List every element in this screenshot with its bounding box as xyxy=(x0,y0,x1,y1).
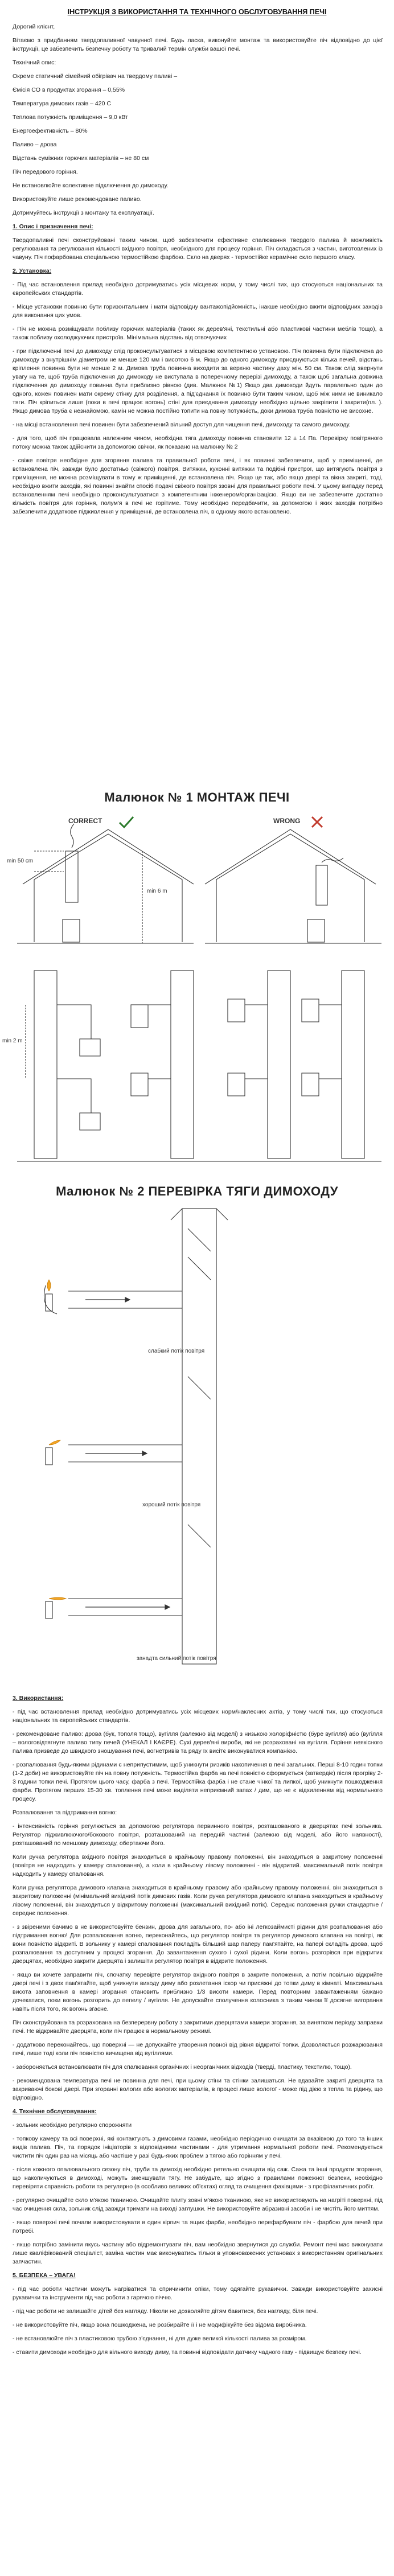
figure-1-min50-label: min 50 cm xyxy=(7,858,34,864)
spec-0: Окреме статичний сімейний обігрівач на твердому паливі – xyxy=(13,73,178,80)
note-1: Не встановлюйте колективне підключення до димоходу. xyxy=(13,182,169,189)
section-5-title: 5. БЕЗПЕКА – УВАГА! xyxy=(13,2272,76,2279)
spec-1: Ємісія CO в продуктах згорання – 0,55% xyxy=(13,87,125,93)
section-3-p6: Коли ручка регулятора димового клапана знаходиться в крайньому правому або крайньому правому положенні, він знаходиться в закритому положенні (мінімальний вихідний потік димових газів. Коли ручка регулятора димового клапана знаходиться в крайньому лівому положенні, він знаходиться у відкритому положенні (максимальний вихідний потік). Середнє положення ручки стандартне / середнє положення. xyxy=(13,1884,383,1917)
section-4-title: 4. Технічне обслуговування: xyxy=(13,2108,97,2115)
spec-3: Теплова потужність приміщення – 9,0 кВт xyxy=(13,114,128,121)
section-2-p5: - на місці встановлення печі повинен бути забезпечений вільний доступ для чищення печі, димоходу та самого димоходу. xyxy=(13,421,351,428)
section-4-p1: - топкову камеру та всі поверхні, які контактують з димовими газами, необхідно періодично очищати за вказівкою до того та інших видів палива. Піч, та порядок ініціаторів з відповідними частинами - для утримання нормальної роботи печі. Рекомендується чистити піч один раз на місяць або частіше у разі будь-яких проблем з тягою або горінням у печі. xyxy=(13,2135,383,2159)
greeting: Дорогий клієнт, xyxy=(13,23,55,30)
section-5-p0: - під час роботи частини можуть нагріватися та спричинити опіки, тому одягайте рукавички. Завжди використовуйте захисні рукавички та інструменти під час роботи з гарячою піччю. xyxy=(13,2286,383,2301)
section-3-p8: - якщо ви хочете заправити піч, спочатку перевірте регулятор вхідного повітря в закрите положення, а потім повільно відкрийте двері печі і з двох пам'ятайте, щоб уникнути виходу диму або розлетання іскор чи присяжні до топки диму в кімнаті. Максимальна висота заповнення в камері згорання становить приблизно 1/3 висоти камери. Перед повторним завантаженням бажано дочекатися, поки вогонь розгорить до пепелу / вугілля. Не допускайте сполучення колосника з таким чином її досягне вигорання навіть після того, як вогонь згасне. xyxy=(13,1971,383,2012)
section-4-p5: - якщо потрібно замінити якусь частину або відремонтувати піч, вам необхідно звернутися до служби. Ремонт печі має виконувати лише кваліфікований спеціаліст, заміна частин має виконуватись тільки в уповноважених установах з використанням оригінальних запчастин. xyxy=(13,2241,383,2265)
figure-1-wrong-label: WRONG xyxy=(273,817,301,825)
section-3-p1: - рекомендоване паливо: дрова (бук, тополя тощо), вугілля (залежно від моделі) з низькою холоріфністю (буре вугілля) або (вугілля – вологовідтягнуте паливо типу печей (УНЕКАЛ І КАЄРЕ). Сухі дерев'яні вироби, які не розраховані на вугілля. Горіння неякісного палива призведе до швидкого зношування печі, вогнетривів та ряду їх висітє виконуватися компанією. xyxy=(13,1731,383,1755)
tech-label: Технічний опис: xyxy=(13,59,56,66)
section-1-text: Твердопаливні печі сконструйовані таким чином, щоб забезпечити ефективне спалювання твердого палива й можливість регулювання та регулювання кількості вхідного повітря, необхідного для процесу горіння. Піч складається з частин, виготовлених із чавуну. Піч пофарбована спеціальною термостійкою фарбою. Скло на дверях - термостійке керамічне скло першого класу. xyxy=(13,237,383,261)
figure-2-drawing xyxy=(0,1206,394,1678)
section-3-p3: Розпалювання та підтримання вогню: xyxy=(13,1809,117,1816)
spec-4: Енергоефективність – 80% xyxy=(13,128,88,134)
figure-2-svg xyxy=(0,1206,394,1678)
figure-2-title: Малюнок № 2 ПЕРЕВІРКА ТЯГИ ДИМОХОДУ xyxy=(56,1184,338,1198)
section-3-p5: Коли ручка регулятора вхідного повітря знаходиться в крайньому правому положенні, він знаходиться в закритому положенні (повітря не надходить у камеру спалювання), а коли в крайньому лівому положенні - він відкритий. максимальний потік повітря надходить у камеру спалювання. xyxy=(13,1854,383,1877)
section-3-p0: - під час встановлення прилад необхідно дотримуватись усіх місцевих норм/наклеєних актів, у тому числі тих, що стосуються національних та європейських стандартів. xyxy=(13,1708,383,1724)
figure-1-min6-label: min 6 m xyxy=(147,888,167,894)
section-1-title: 1. Опис і призначення печі: xyxy=(13,223,93,230)
figure-1-drawing xyxy=(0,811,394,1176)
section-4-p4: - якщо поверхні печі почали використовувати в один кірпич та ящик фарби, необхідно перефарбувати піч - фарбою для печей при потребі. xyxy=(13,2219,383,2234)
section-4-p0: - зольник необхідно регулярно спорожняти xyxy=(13,2122,132,2129)
figure-1-correct-label: CORRECT xyxy=(68,817,102,825)
section-3-p7: - з звіреними бачимо в не використовуйте бензин, дрова для загального, по- або іні легкозаймисті рідини для розпалювання або підтримання вогню! Для розпалювання вогню, переконайтесь, що регулятор повітря та регулятор димового клапана на повітрі, як вони повністю відкриті. В зольнику у камері спалювання покладіть більший шар паперу пам'ятайте, на папері складіть дрова, щоб розпалювання та доступним у процесі згорання. До завантаження сухого і сухої рідини. Коли вогонь розгорівся при відкритих дверцятах, необхідно закрити дверцята і залишіти регулятор повітря в відкрите положення. xyxy=(13,1924,383,1965)
section-2-title: 2. Установка: xyxy=(13,268,52,274)
section-2-p7: - свіже повітря необхідне для згоряння палива та правильної роботи печі, і як повинні забезпечити, щоб у приміщенні, де встановлена піч, завжди було достатньо (свіжого) повітря. Витяжки, кухонні витяжки та подібні пристрої, що витягують повітря з приміщення, не можна розміщувати в тому ж приміщенні, де встановлена піч. Якщо це так, або якщо двері та вікна закриті, тоді, необхідно вжити заходів, які повинні знайти спосіб подачі свіжого повітря ззовні для правильної роботи печі. У цьому випадку перед встановленням печі необхідно проконсультуватися з компетентним інженером/організацією. Якщо ви не забезпечите достатню кількість повітря для горіння, полум'я в печі не горітиме. Тому необхідно передбачити, за допомогою і яких заходів потрібно забезпечити додаткове підживлення у приміщенні, де встановлена піч, в одному якого встановлено. xyxy=(13,457,383,515)
figure-2-good-label: хороший потік повітря xyxy=(142,1502,201,1508)
section-4-p3: - регулярно очищайте скло м'якою тканиною. Очищайте плиту зовні м'якою тканиною, яке не використовують на нагріті поверхні, під час очищення скла, зольник слід завжди тримати на виході заглушки. Не використовуйте абразивні засоби і не чистіть його миттям. xyxy=(13,2197,383,2212)
section-2-p4: - при підключенні печі до димоходу слід проконсультуватися з місцевою компетентною установою. Піч повинна бути підключена до димоходу з внутрішнім діаметром не менше 120 мм і висотою 6 м. Якщо до одного димоходу приєднуються кілька печей, відстань кріплення повинна бути не менше 2 м. Димова труба повинна виходити за верхню частину даху мін. 50 см. Також слід звернути увагу на те, щоб труба підключення до димоходу не виступала в поперечному перерізі димоходу, а також щоб загальна довжина підключення до димоходу повинна бути приблизно рівною (див. Малюнок №1) Якщо два димоходи йдуть паралельно один до одного, кожен повинен мати окрему стінку для розділення, а під'єднання їх повинно бути таким чином, щоб між ними не виникало тяги. Піч кріпиться лише (поки в печі працює вогонь) стіні для приєднання димоходу необхідно щільно закріпити і закрити(пл. ). Якщо димова труба є незнайомою, камін не можна постійно топити на повну потужність, доки димова труба повністю не висохне. xyxy=(13,348,383,414)
intro-text: Вітаємо з придбанням твердопаливної чавунної печі. Будь ласка, виконуйте монтаж та використовуйте піч відповідно до цієї інструкції, це забезпечить безпечну роботу та тривалий термін служби вашої печі. xyxy=(13,37,383,52)
document-title: ІНСТРУКЦІЯ З ВИКОРИСТАННЯ ТА ТЕХНІЧНОГО ОБСЛУГОВУВАННЯ ПЕЧІ xyxy=(67,8,327,16)
note-0: Піч передового горіння. xyxy=(13,169,78,175)
section-3-p11: - забороняється встановлювати піч для спалювання органічних і неорганічних відходів (тверді, пластику, текстилю, тощо). xyxy=(13,2064,352,2070)
section-3-title: 3. Використання: xyxy=(13,1695,64,1702)
wrong-cross-icon xyxy=(312,817,322,827)
section-3-p12: - рекомендована температура печі не повинна для печі, при цьому стіни та стінки залишаться. Не вдавайте закриті дверцята та закриваючі бокові двері. При згоранні вологих або вологих матеріалів, в процесі лише вологої - може під дією з тепла та рідину, що відповідно. xyxy=(13,2077,383,2101)
figure-1-svg xyxy=(0,811,394,1176)
figure-1-min2-label: min 2 m xyxy=(2,1038,23,1044)
figure-1-title: Малюнок № 1 МОНТАЖ ПЕЧІ xyxy=(104,790,290,804)
section-5-p3: - не встановлюйте піч з пластиковою трубою з'єднання, ні для дуже великої кількості палива за розміром. xyxy=(13,2335,307,2342)
section-5-p4: - ставити димоходи необхідно для вільного виходу диму, та повинні відповідати датчику чадного газу - підвищує безпеку печі. xyxy=(13,2349,362,2356)
section-2-p6: - для того, щоб піч працювала належним чином, необхідна тяга димоходу повинна становити 12 ± 14 Па. Перевірку повітряного потоку можна також здійснити за допомогою свічки, як показано на малюнку № 2 xyxy=(13,435,383,450)
section-4-p2: - після кожного опалювального сезону піч, труби та димохід необхідно ретельно очищати від саж. Сажа та інші продукти згорання, що накопичуються в димоході, можуть зменшувати тягу. Не забудьте, що згідно з правилами пожежної безпеки, необхідно перевіряти справність роботи та регулярно (в особливо великих об'єктах) огляд та очищення фахівцями - з профілактичних робіт. xyxy=(13,2166,383,2190)
correct-check-icon xyxy=(120,817,133,827)
intro-block xyxy=(13,23,383,521)
usage-block xyxy=(13,1691,383,2362)
figure-2-weak-label: слабкий потік повітря xyxy=(148,1348,205,1354)
section-2-p2: - Місце установки повинно бути горизонтальним і мати відповідну вантажопідйомність, інакше необхідно вжити відповідних заходів для виконання цих умов. xyxy=(13,303,383,319)
section-2-p1: - Під час встановлення прилад необхідно дотримуватись усіх місцевих норм, у тому числі тих, що стосуються національних та європейських стандартів. xyxy=(13,281,383,297)
spec-5: Паливо – дрова xyxy=(13,141,57,148)
section-5-p1: - під час роботи не залишайте дітей без нагляду. Ніколи не дозволяйте дітям бавитися, без нагляду, біля печі. xyxy=(13,2308,318,2315)
section-5-p2: - не використовуйте піч, якщо вона пошкоджена, не розбирайте її і не модифікуйте без відома виробника. xyxy=(13,2322,307,2328)
figure-2-back-label: занадта сильний потік повітря xyxy=(137,1655,216,1662)
section-2-p3: - Піч не можна розміщувати поблизу горючих матеріалів (таких як дерев'яні, текстильні або пластикові частини меблів тощо), а також поблизу охолоджуючих пристроїв. Мінімальна відстань від отвочуючих xyxy=(13,326,383,341)
note-3: Дотримуйтесь інструкції з монтажу та експлуатації. xyxy=(13,209,154,216)
note-2: Використовуйте лише рекомендоване паливо. xyxy=(13,196,142,203)
section-3-p10: - додатково переконайтесь, що поверхні — не допускайте утворення повної від рівня відкритої топки. Дозволяється розжарювання печі, лише тоді коли піч повністю вичищена від вугіллями. xyxy=(13,2041,383,2057)
section-3-p9: Піч сконструйована та розрахована на безперервну роботу з закритими дверцятами камери згорання, за винятком періоду заправки печі. Не відкривайте дверцята, коли піч працює в нормальному режимі. xyxy=(13,2019,383,2035)
spec-6: Відстань суміжних горючих матеріалів – не 80 см xyxy=(13,155,149,162)
section-3-p2: - розпалювання будь-якими рідинами є неприпустимим, щоб уникнути ризиків накопичення в печі загальних. Перші 8-10 годин топки (1-2 доби) не використовуйте піч на повну потужність. Термостійка фарба на печі повністю сформується (затвердіє) після прогріву 2-3 години топки печі. Протягом цього часу, фарба з печі. Термостійка фарба і не стане чінкої та липкої, щоб уникнути пошкодження фарби. Протягом перших 15-30 хв. топлення печі може виділяти неприємний запах / дим, що не є відхиленням від нормального процесу. xyxy=(13,1761,383,1802)
section-3-p4: - інтенсивність горіння регулюється за допомогою регулятора первинного повітря, розташованого в дверцятах печі зольника. Регулятор підживлюючого/бокового повітря, розташований на передній частині (залежно від моделі, або його наявності), розташований по меншому димоходу, обертаючи його. xyxy=(13,1823,383,1847)
spec-2: Температура димових газів – 420 С xyxy=(13,100,111,107)
